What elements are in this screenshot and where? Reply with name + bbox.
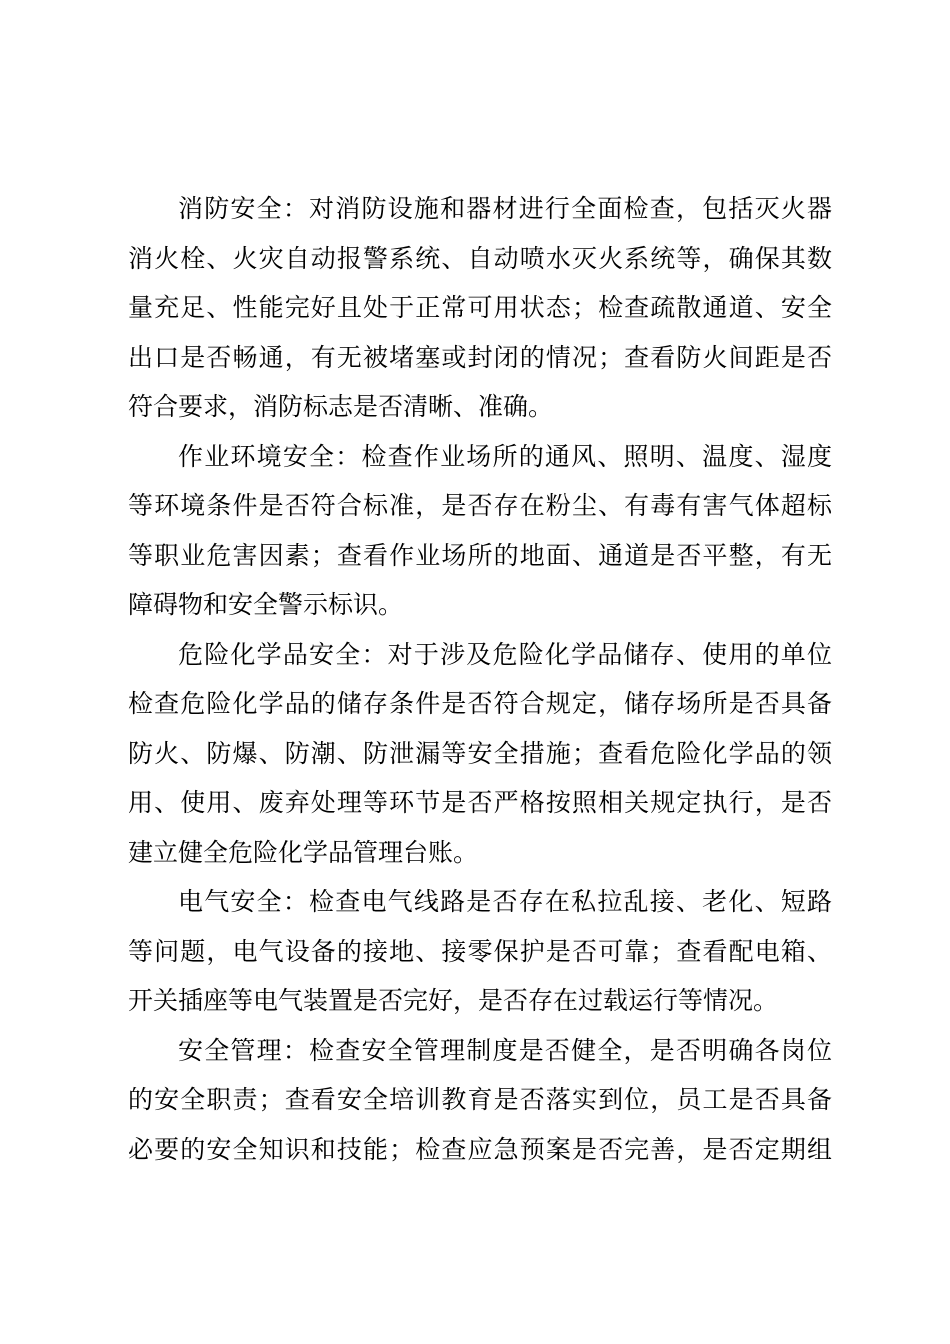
paragraph-fire-safety [128,184,832,432]
text-line: 出口是否畅通，有无被堵塞或封闭的情况；查看防火间距是否 [128,342,832,372]
text-line: 障碍物和安全警示标识。 [128,590,404,619]
paragraph-safety-management [128,1026,832,1175]
text-line: 电气安全：检查电气线路是否存在私拉乱接、老化、短路 [178,887,832,916]
text-line: 量充足、性能完好且处于正常可用状态；检查疏散通道、安全 [128,293,832,322]
text-line: 的安全职责；查看安全培训教育是否落实到位，员工是否具备 [128,1085,832,1114]
paragraph-electrical-safety [128,877,832,1026]
document-body [128,184,832,1174]
paragraph-hazardous-chemicals-safety [128,630,832,878]
text-line: 危险化学品安全：对于涉及危险化学品储存、使用的单位 [178,639,832,669]
text-line: 建立健全危险化学品管理台账。 [128,837,479,867]
text-line: 作业环境安全：检查作业场所的通风、照明、温度、湿度 [178,441,832,471]
text-line: 开关插座等电气装置是否完好，是否存在过载运行等情况。 [128,986,779,1015]
text-line: 消防安全：对消防设施和器材进行全面检查，包括灭火器 [178,194,832,223]
paragraph-work-environment-safety [128,432,832,630]
text-line: 必要的安全知识和技能；检查应急预案是否完善，是否定期组 [128,1134,832,1164]
text-line: 安全管理：检查安全管理制度是否健全，是否明确各岗位 [178,1035,832,1065]
text-line: 消火栓、火灾自动报警系统、自动喷水灭火系统等，确保其数 [128,243,832,273]
text-line: 等职业危害因素；查看作业场所的地面、通道是否平整，有无 [128,540,832,570]
text-line: 防火、防爆、防潮、防泄漏等安全措施；查看危险化学品的领 [128,738,832,768]
text-line: 等问题，电气设备的接地、接零保护是否可靠；查看配电箱、 [128,936,832,966]
text-line: 用、使用、废弃处理等环节是否严格按照相关规定执行，是否 [128,788,832,817]
text-line: 等环境条件是否符合标准，是否存在粉尘、有毒有害气体超标 [128,491,832,520]
text-line: 符合要求，消防标志是否清晰、准确。 [128,392,554,421]
text-line: 检查危险化学品的储存条件是否符合规定，储存场所是否具备 [128,689,832,718]
